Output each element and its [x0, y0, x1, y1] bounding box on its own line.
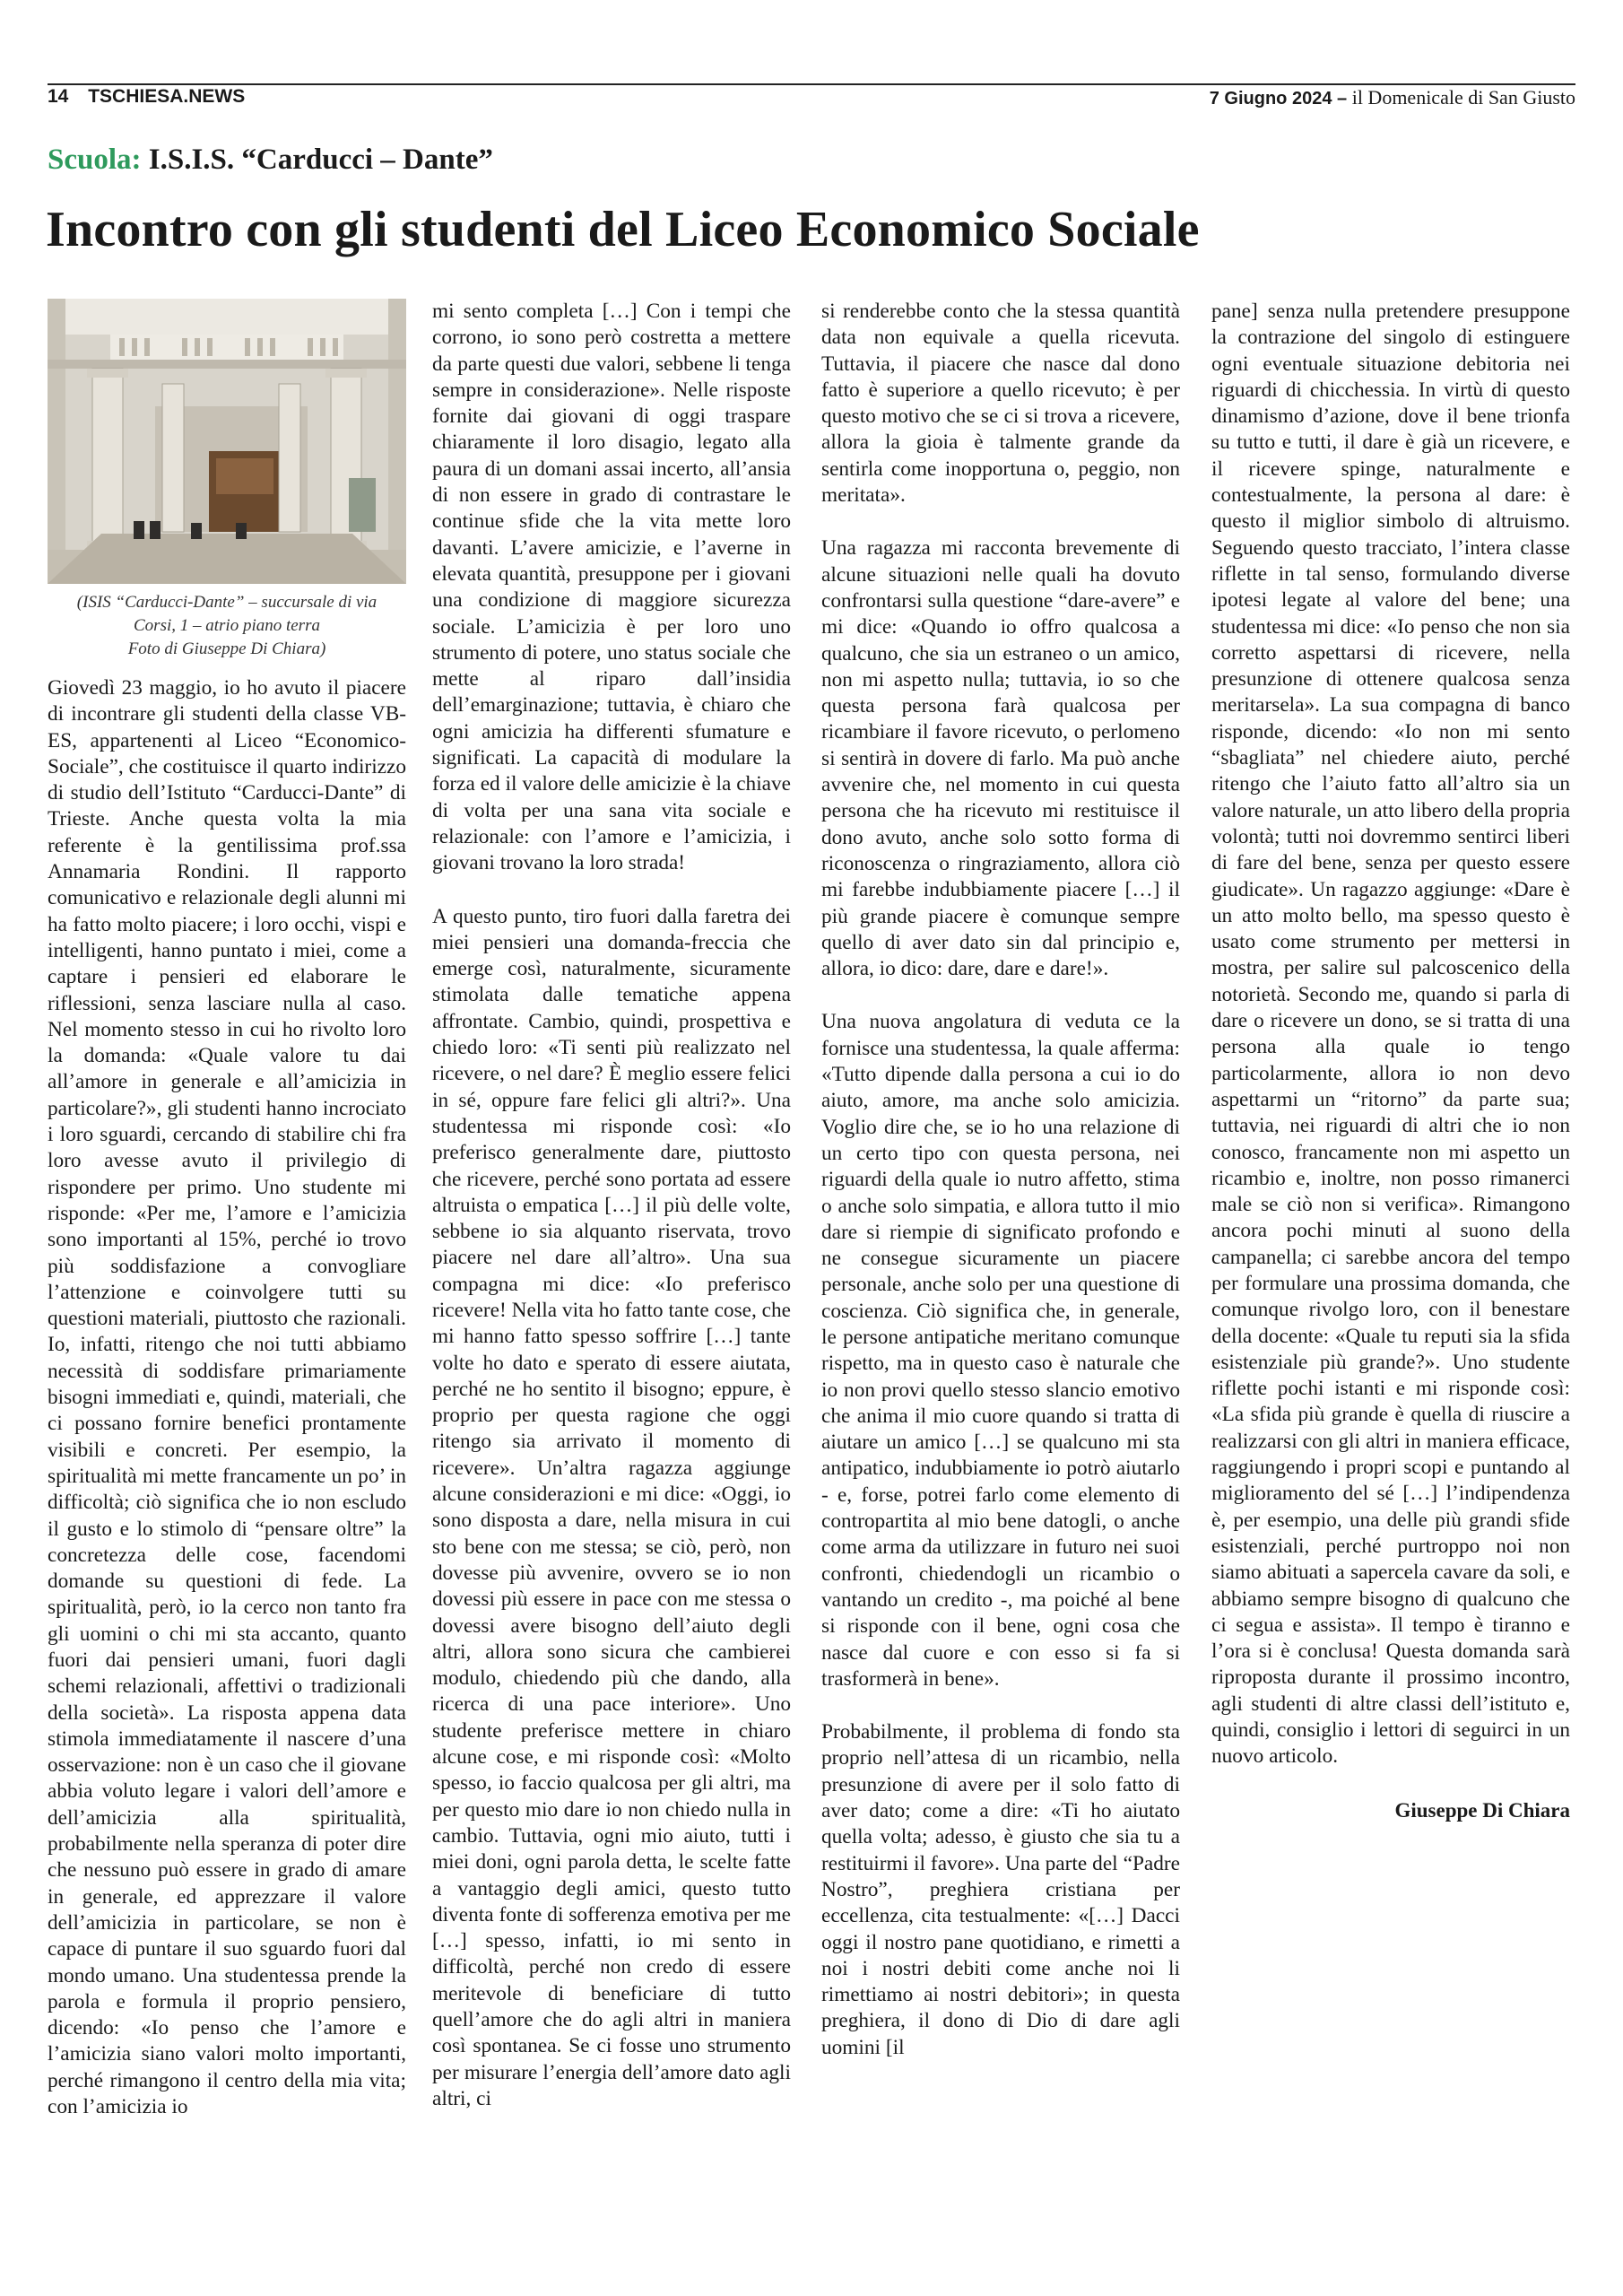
article-column-3 — [821, 299, 1180, 2061]
article-column-1 — [48, 299, 406, 2120]
caption-line: (ISIS “Carducci-Dante” – succursale di via — [76, 593, 378, 612]
header-separator: – — [1332, 89, 1352, 109]
paragraph: A questo punto, tiro fuori dalla faretra dei miei pensieri una domanda-freccia che emerge così, naturalmente, sicuramente stimolata dalle tematiche appena affrontate. Cambio, quindi, prospettiva e chiedo loro: «Ti senti più realizzato nel ricevere, o nel dare? È meglio essere felici in sé, oppure fare felici gli altri?». Una studentessa mi risponde così: «Io preferisco generalmente dare, piuttosto che ricevere, perché sono portata ad essere altruista o empatica […] il più delle volte, sebbene io sia alquanto riservata, trovo piacere nel dare all’altro». Una sua compagna mi dice: «Io preferisco ricevere! Nella vita ho fatto tante cose, che mi hanno fatto spesso soffrire […] tante volte ho dato e sperato di essere aiutata, perché ne ho sentito il bisogno; eppure, è proprio per questa ragione che oggi ritengo sia arrivato il momento di ricevere». Un’altra ragazza aggiunge alcune considerazioni e mi dice: «Oggi, io sono disposta a dare, nella misura in cui sto bene con me stessa; se ciò, però, non dovesse più avvenire, ovvero se io non dovessi più essere in pace con me stessa o dovessi avere bisogno dell’aiuto degli altri, allora sono sicura che cambierei modulo, chiedendo più che dando, alla ricerca di una pace interiore». Uno studente preferisce mettere in chiaro alcune cose, e mi risponde così: «Molto spesso, io faccio qualcosa per gli altri, ma per questo mio dare io non chiedo nulla in cambio. Tuttavia, ogni mio aiuto, tutti i miei doni, ogni parola detta, le scelte fatte a vantaggio degli amici, questo tutto diventa fonte di sofferenza emotiva per me […] spesso, infatti, io mi sento in difficoltà, perché non credo di essere meritevole di beneficiare di tutto quell’amore che do agli altri in maniera così spontanea. Se ci fosse uno strumento per misurare l’energia dell’amore dato agli altri, ci — [432, 904, 791, 2110]
atrium-photo-illustration — [48, 299, 406, 584]
caption-line: Corsi, 1 – atrio piano terra — [134, 616, 320, 635]
issue-date: 7 Giugno 2024 — [1209, 89, 1332, 109]
paragraph: si renderebbe conto che la stessa quantità data non equivale a quella ricevuta. Tuttavia, il piacere che nasce dal dono fatto è superiore a quello ricevuto; è per questo motivo che se ci si trova a ricevere, allora la gioia è talmente grande da sentirla come inopportuna o, peggio, non meritata». — [821, 300, 1180, 508]
site-name: TSCHIESA.NEWS — [88, 86, 246, 107]
paragraph: Una nuova angolatura di veduta ce la fornisce una studentessa, la quale afferma: «Tutto dipende dalla persona a cui io do aiuto, amore, ma anche solo amicizia. Voglio dire che, se io ho una relazione di un certo tipo con questa persona, nei riguardi della quale io nutro affetto, stima o anche solo simpatia, e allora tutto il mio dare si riempie di significato profondo e ne consegue sicuramente un piacere personale, anche solo per una questione di coscienza. Ciò significa che, in generale, le persone antipatiche meritano comunque rispetto, ma in questo caso è naturale che io non provi quello stesso slancio emotivo che anima il mio cuore quando si tratta di aiutare un amico […] se qualcuno mi sta antipatico, indubbiamente io potrò aiutarlo - e, forse, potrei farlo come elemento di contropartita al mio bene datogli, o anche come arma da utilizzare in futuro nei suoi confronti, chiedendogli un ricambio o vantando un credito -, ma poiché al bene si risponde con il bene, ogni cosa che nasce dal cuore e con esso si fa si trasformerà in bene». — [821, 1010, 1180, 1691]
article-title: Incontro con gli studenti del Liceo Economico Sociale — [46, 202, 1200, 257]
article-column-4 — [1211, 299, 1570, 1823]
page-header — [48, 79, 1575, 109]
header-right — [1210, 86, 1575, 109]
paragraph: mi sento completa […] Con i tempi che corrono, io sono però costretta a mettere da parte questi due valori, sebbene li tenga sempre in considerazione». Nelle risposte fornite dai giovani di oggi traspare chiaramente il loro disagio, legato alla paura di un domani assai incerto, all’ansia di non essere in grado di contrastare le continue sfide che la vita mette loro davanti. L’avere amicizie, e l’averne in elevata quantità, presuppone per i giovani una condizione di maggiore sicurezza sociale. L’amicizia è per loro uno strumento di potere, uno status sociale che mette al riparo dall’insidia dell’emarginazione; tuttavia, è chiaro che ogni amicizia ha differenti sfumature e significati. La capacità di modulare la forza ed il valore delle amicizie è la chiave di volta per una sana vita sociale e relazionale: con l’amore e l’amicizia, i giovani trovano la loro strada! — [432, 300, 791, 875]
paragraph: Giovedì 23 maggio, io ho avuto il piacere di incontrare gli studenti della classe VB-ES, appartenenti al Liceo “Economico-Sociale”, che costituisce il quarto indirizzo di studio dell’Istituto “Carducci-Dante” di Trieste. Anche questa volta la mia referente è la gentilissima prof.ssa Annamaria Rondini. Il rapporto comunicativo e relazionale degli alunni mi ha fatto molto piacere; i loro occhi, vispi e intelligenti, hanno puntato i miei, come a captare i pensieri ed elaborare le riflessioni, senza lasciare nulla al caso. Nel momento stesso in cui ho rivolto loro la domanda: «Quale valore tu dai all’amore in generale e all’amicizia in particolare?», gli studenti hanno incrociato i loro sguardi, cercando di stabilire chi fra loro avesse avuto il privilegio di rispondere per primo. Uno studente mi risponde: «Per me, l’amore e l’amicizia sono importanti al 15%, perché io trovo più soddisfazione a convogliare l’attenzione e coinvolgere tutti su questioni materiali, piuttosto che razionali. Io, infatti, ritengo che noi tutti abbiamo necessità di soddisfare primariamente bisogni immediati e, quindi, materiali, che ci possano fornire benefici prontamente visibili e concreti. Per esempio, la spiritualità mi mette francamente un po’ in difficoltà; ciò significa che io non escludo il gusto e lo stimolo di “pensare oltre” la concretezza delle cose, facendomi domande su questioni di fede. La spiritualità, però, io la cerco non tanto fra gli uomini o chi mi sta accanto, quanto fuori dai pensieri umani, fuori dagli schemi relazionali, affettivi o tradizionali della società». La risposta appena data stimola immediatamente il nascere d’una osservazione: non è un caso che il giovane abbia voluto legare i valori dell’amore e dell’amicizia alla spiritualità, probabilmente nella speranza di poter dire che nessuno può essere in grado di amare in generale, ed apprezzare il valore dell’amicizia in particolare, se non è capace di puntare il suo sguardo fuori dal mondo umano. Una studentessa prende la parola e formula il proprio pensiero, dicendo: «Io penso che l’amore e l’amicizia siano valori molto importanti, perché rimangono il centro della mia vita; con l’amicizia io — [48, 676, 406, 2119]
paragraph: Una ragazza mi racconta brevemente di alcune situazioni nelle quali ha dovuto confrontarsi sulla questione “dare-avere” e mi dice: «Quando io offro qualcosa a qualcuno, che sia un estraneo o un amico, non mi aspetto nulla; tuttavia, io so che questa persona farà qualcosa per ricambiare il favore ricevuto, o perlomeno si sentirà in dovere di farlo. Ma può anche avvenire che, nel momento in cui questa persona che ha ricevuto mi restituisce il dono avuto, anche solo sotto forma di riconoscenza o ringraziamento, allora ciò mi farebbe indubbiamente piacere […] il più grande piacere è comunque sempre quello di aver dato sin dal principio e, allora, io dico: dare, dare e dare!». — [821, 536, 1180, 981]
header-left — [48, 86, 245, 108]
section-label: Scuola: — [48, 144, 142, 176]
article-photo — [48, 299, 406, 584]
caption-line: Foto di Giuseppe Di Chiara) — [127, 639, 326, 658]
article-kicker — [48, 144, 493, 177]
page-number: 14 — [48, 86, 69, 107]
publication-name: il Domenicale di San Giusto — [1351, 86, 1575, 109]
institution-name: I.S.I.S. “Carducci – Dante” — [148, 144, 493, 176]
author-signature: Giuseppe Di Chiara — [1394, 1798, 1570, 1822]
paragraph: pane] senza nulla pretendere presuppone la contrazione del singolo di estinguere ogni eventuale situazione debitoria nei riguardi di chicchessia. In virtù di questo dinamismo d’azione, dove il bene trionfa su tutto e tutti, il dare è già un ricevere, e il ricevere spinge, naturalmente e contestualmente, la persona al dare: è questo il miglior simbolo di altruismo. Seguendo questo tracciato, l’intera classe riflette in tal senso, formulando diverse ipotesi legate al valore del bene; una studentessa mi dice: «Io penso che non sia corretto aspettarsi di ricevere, nella presunzione di ottenere qualcosa senza meritarsela». La sua compagna di banco risponde, dicendo: «Io non mi sento “sbagliata” nel chiedere aiuto, perché ritengo che l’aiuto fatto all’altro sia un valore naturale, un atto libero della propria volontà; tutti noi dovremmo sentirci liberi di fare del bene, senza per questo essere giudicate». Un ragazzo aggiunge: «Dare è un atto molto bello, ma spesso questo è usato come strumento per mettersi in mostra, per salire sul palcoscenico della notorietà. Secondo me, quando si parla di dare o ricevere un dono, se si tratta di una persona alla quale io tengo particolarmente, allora io non devo aspettarmi un “ritorno” da parte sua; tuttavia, nei riguardi di altri che io non conosco, francamente non mi aspetto un ricambio e, inoltre, non posso rimanerci male se ciò non si verifica». Rimangono ancora pochi minuti al suono della campanella; ci sarebbe ancora del tempo per formulare una prossima domanda, che comunque rivolgo loro, con il benestare della docente: «Quale tu reputi sia la sfida esistenziale più grande?». Uno studente riflette pochi istanti e mi risponde così: «La sfida più grande è quella di riuscire a realizzarsi con gli altri in maniera efficace, raggiungendo i propri scopi e puntando al miglioramento del sé […] l’indipendenza è, per esempio, una delle più grandi sfide esistenziali, perché purtroppo noi non siamo abituati a sapercela cavare da soli, e abbiamo sempre bisogno di qualcuno che ci segua e assista». Il tempo è tiranno e l’ora si è conclusa! Questa domanda sarà riproposta durante il prossimo incontro, agli studenti di altre classi dell’istituto e, quindi, consiglio i lettori di seguirci in un nuovo articolo. — [1211, 300, 1570, 1769]
photo-caption — [48, 591, 406, 661]
article-column-2 — [432, 299, 791, 2112]
paragraph: Probabilmente, il problema di fondo sta proprio nell’attesa di un ricambio, nella presunzione di avere per il solo fatto di aver dato; come a dire: «Ti ho aiutato quella volta; adesso, è giusto che sia tu a restituirmi il favore». Una parte del “Padre Nostro”, preghiera cristiana per eccellenza, cita testualmente: «[…] Dacci oggi il nostro pane quotidiano, e rimetti a noi i nostri debiti come anche noi li rimettiamo ai nostri debitori»; in questa preghiera, il dono di Dio di dare agli uomini [il — [821, 1720, 1180, 2059]
